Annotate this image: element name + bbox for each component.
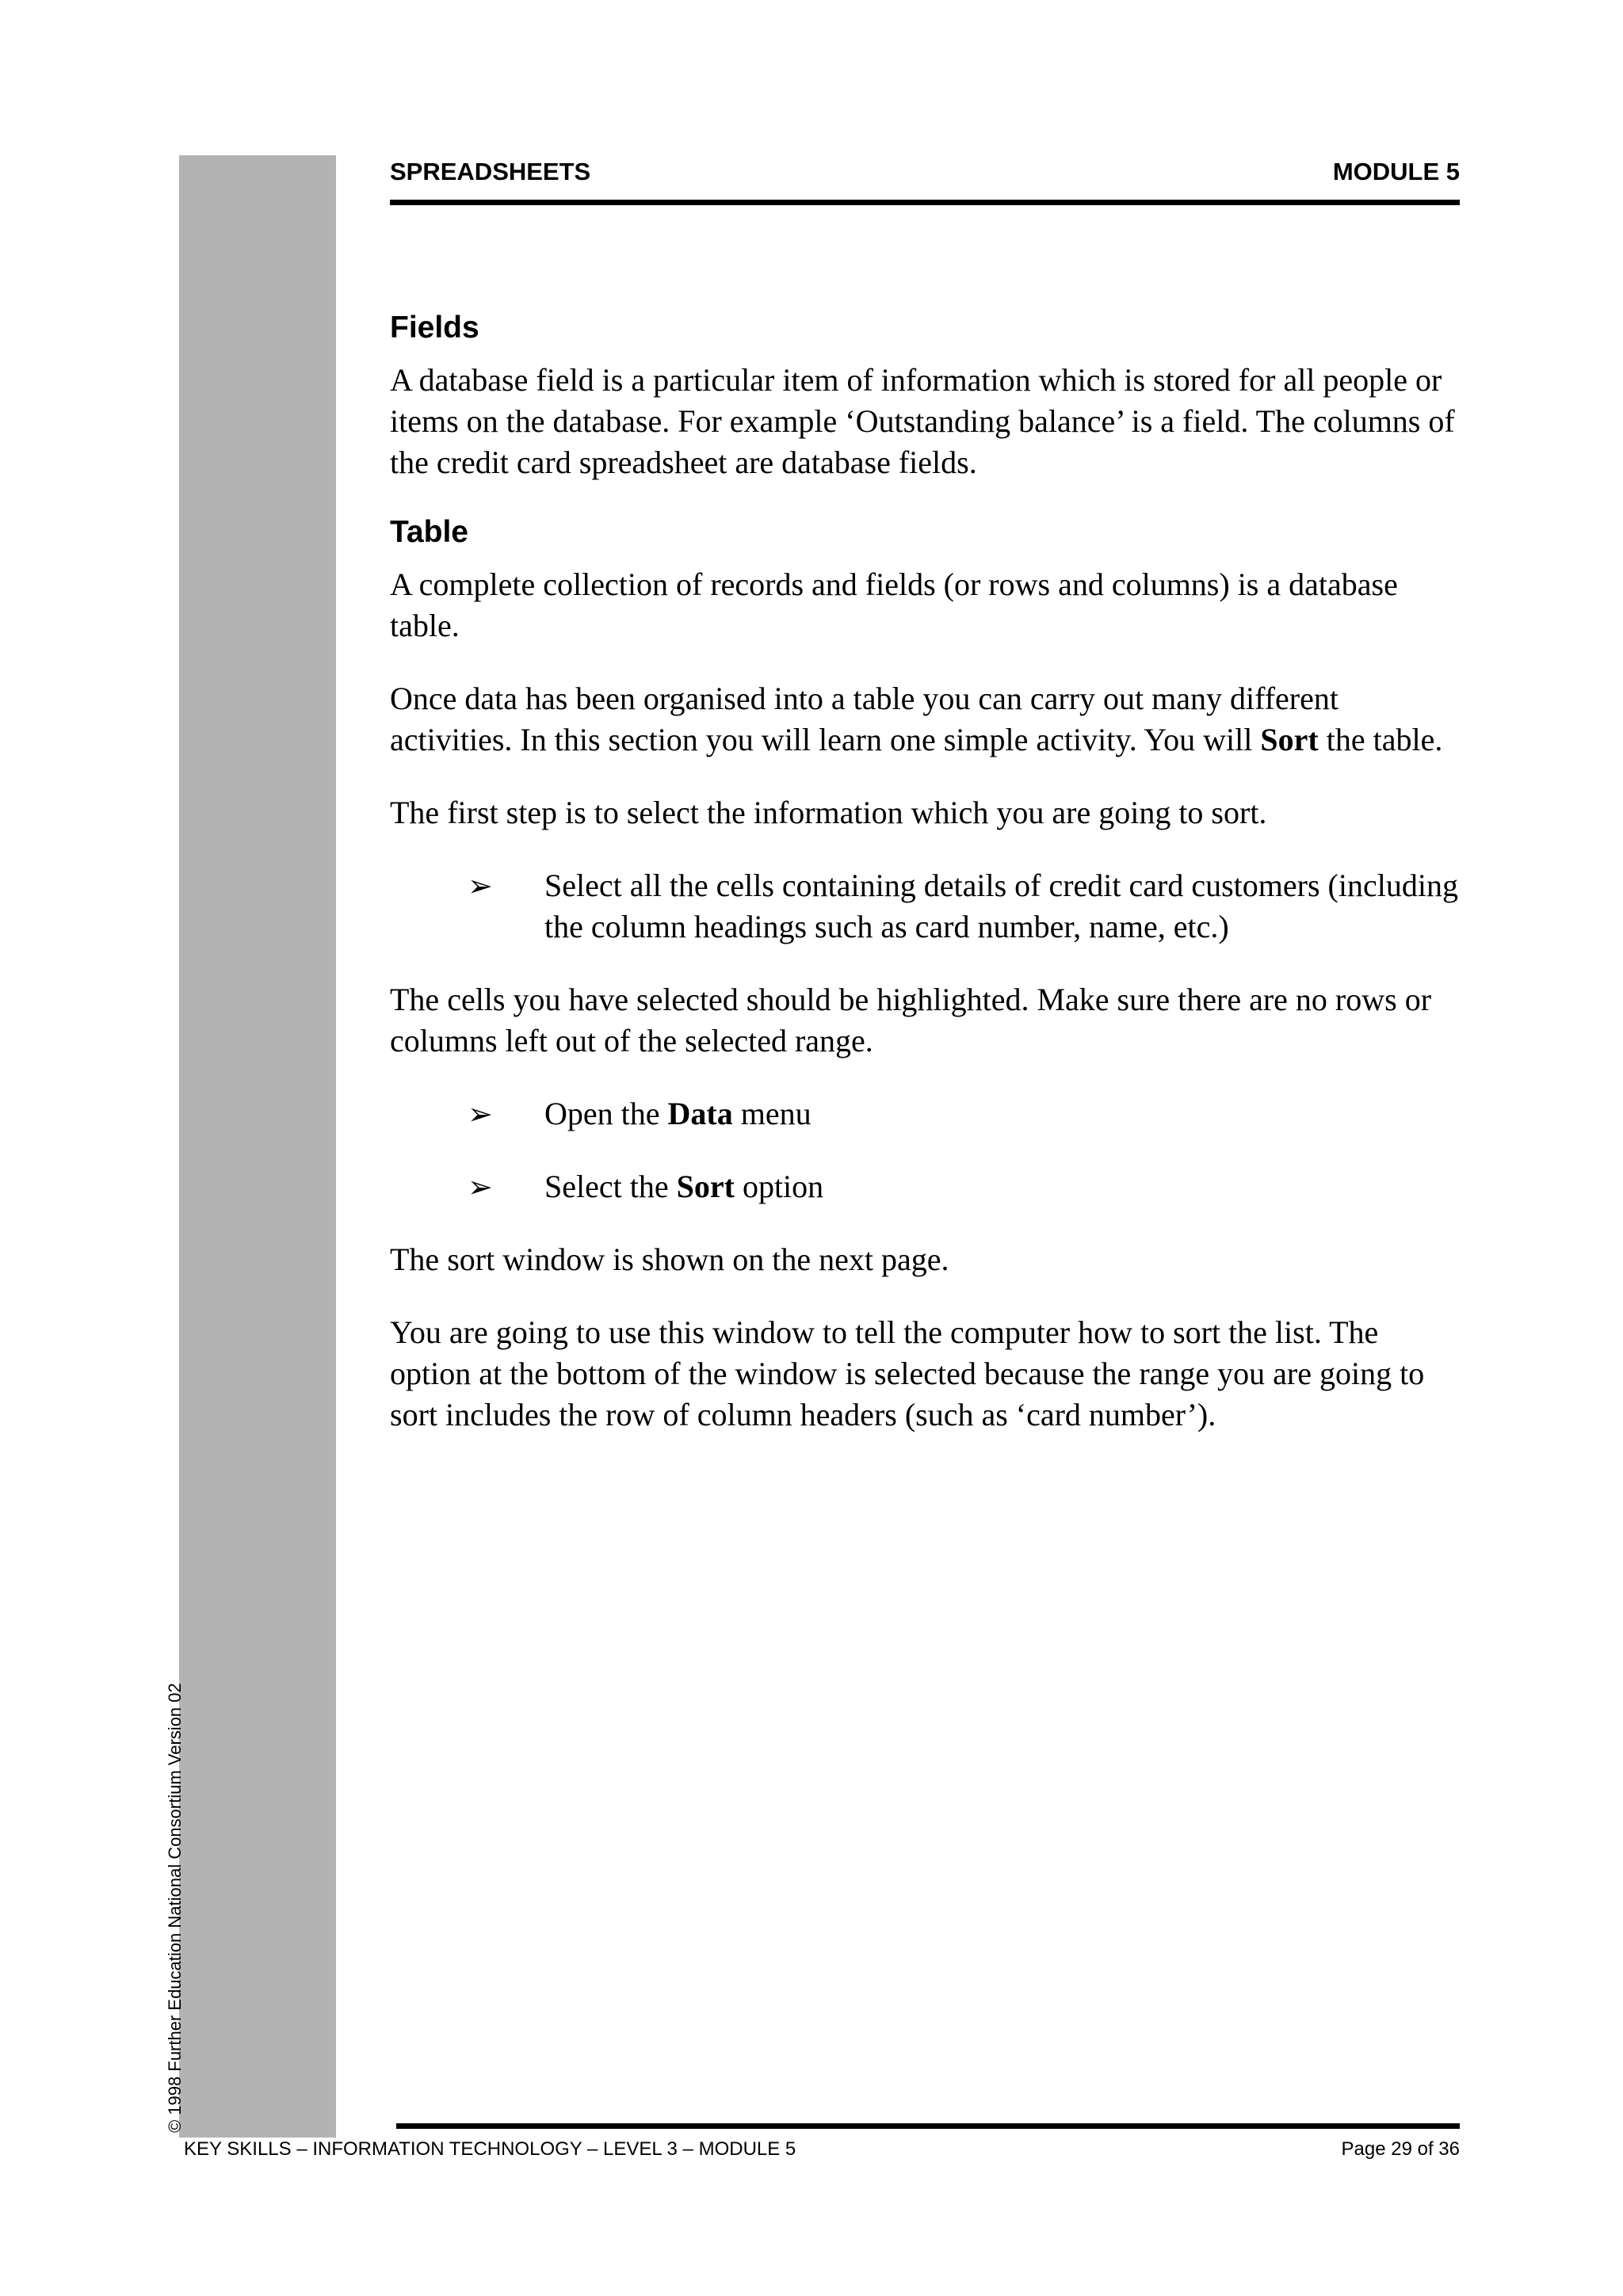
arrow-bullet-icon: ➢ [468,1097,493,1131]
page-header [390,155,1460,205]
arrow-bullet-icon: ➢ [468,1169,493,1204]
sort-window-paragraph: The sort window is shown on the next page. [390,1241,949,1277]
header-section-title: SPREADSHEETS [390,158,591,185]
going-to-use-paragraph: You are going to use this window to tell the computer how to sort the list. The option at the bottom of the window is selected because the range you are going to sort includes the row of column headers (such as ‘card number’). [390,1314,1425,1432]
arrow-bullet-icon: ➢ [468,868,493,903]
cells-paragraph: The cells you have selected should be highlighted. Make sure there are no rows or columns left out of the selected range. [390,982,1432,1058]
bullet-bold-sort: Sort [676,1169,735,1204]
bullet-text-start: Select the [544,1169,677,1204]
once-text-start: Once data has been organised into a table you can carry out many different activities. In this section you will learn one simple activity. You will [390,681,1338,757]
bullet-text-end: menu [732,1096,812,1131]
once-paragraph [390,678,1460,761]
first-step-paragraph: The first step is to select the information which you are going to sort. [390,795,1267,830]
bullet-select-cells [390,865,1460,948]
footer-page-number: Page 29 of 36 [1341,2138,1460,2160]
once-text-end: the table. [1318,722,1443,757]
header-module-label: MODULE 5 [1332,158,1460,185]
bullet-open-data-menu [390,1093,1460,1135]
once-bold-sort: Sort [1260,722,1319,757]
bullet-bold-data: Data [667,1096,733,1131]
bullet-text-start: Open the [544,1096,668,1131]
margin-gray-bar [179,155,336,2138]
page-content [390,309,1460,1467]
footer-course-title: KEY SKILLS – INFORMATION TECHNOLOGY – LEVEL 3 – MODULE 5 [184,2138,796,2160]
bullet-select-sort [390,1166,1460,1207]
copyright-note: © 1998 Further Education National Consortium Version 02 [165,1683,185,2133]
table-heading: Table [390,515,468,549]
fields-heading: Fields [390,311,479,345]
footer-rule [396,2123,1460,2129]
table-paragraph: A complete collection of records and fields (or rows and columns) is a database table. [390,566,1398,643]
bullet-text: Select all the cells containing details of credit card customers (including the column headings such as card number, name, etc.) [544,868,1458,944]
bullet-text-end: option [734,1169,824,1204]
fields-paragraph: A database field is a particular item of information which is stored for all people or items on the database. For example ‘Outstanding balance’ is a field. The columns of the credit card spreadsheet are database fields. [390,362,1455,480]
